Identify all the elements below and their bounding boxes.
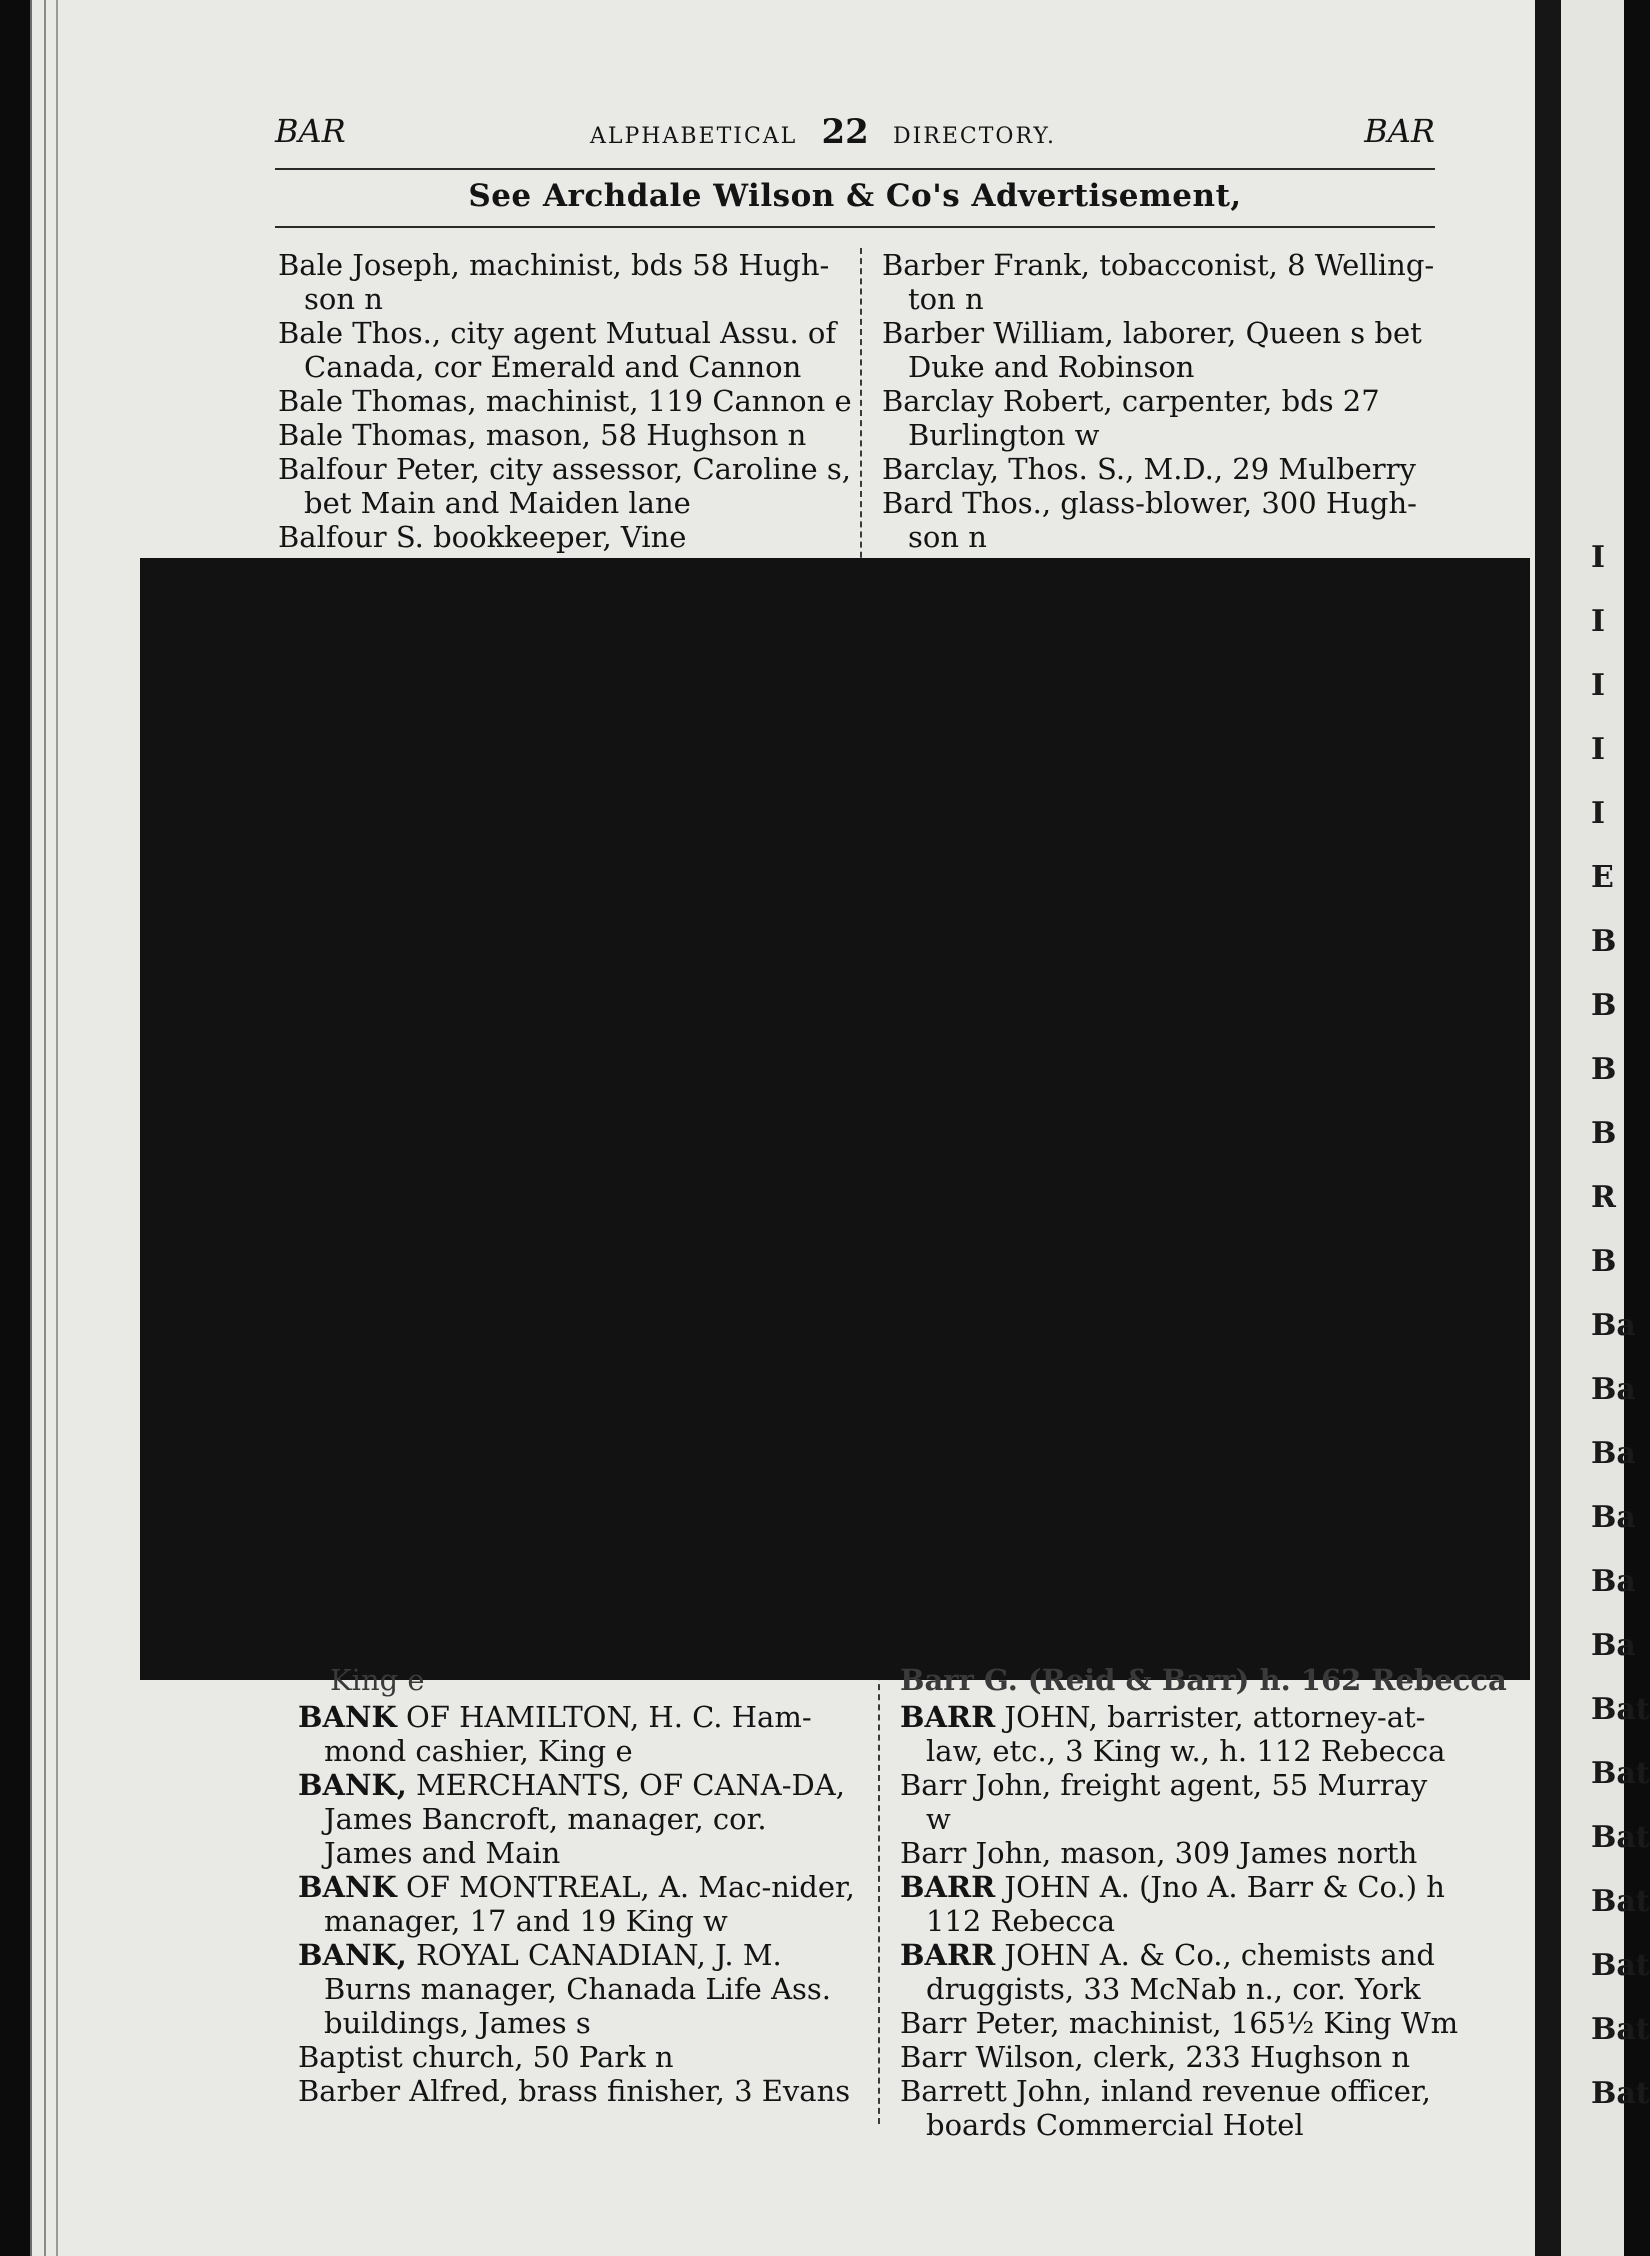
page-binding-shadow (1535, 0, 1561, 2256)
directory-entry: BANK OF MONTREAL, A. Mac-nider, manager, 17 and 19 King w (298, 1870, 855, 1938)
directory-entry: Bale Thomas, mason, 58 Hughson n (278, 418, 807, 452)
directory-entry: Bale Thos., city agent Mutual Assu. of Canada, cor Emerald and Cannon (278, 316, 837, 384)
directory-entry: BARR JOHN A. & Co., chemists and druggists, 33 McNab n., cor. York (900, 1938, 1435, 2006)
next-page-text-fragment: Bat (1591, 1820, 1650, 1855)
left-column-top (278, 248, 860, 554)
directory-entry: Bale Joseph, machinist, bds 58 Hugh-son n (278, 248, 830, 316)
next-page-text-fragment: Bat (1591, 1884, 1650, 1919)
header-left-guide-word: BAR (275, 112, 346, 150)
directory-entry: BANK, ROYAL CANADIAN, J. M. Burns manager, Chanada Life Ass. buildings, James s (298, 1938, 831, 2040)
next-page-text-fragment: Bat (1591, 1948, 1650, 1983)
next-page-text-fragment: R (1591, 1180, 1616, 1215)
next-page-text-fragment: I (1591, 668, 1606, 703)
right-column-top (882, 248, 1437, 554)
partial-entry-right: Barr G. (Reid & Barr) h. 162 Rebecca (900, 1663, 1507, 1697)
next-page-text-fragment: Bat (1591, 2076, 1650, 2111)
next-page-text-fragment: B (1591, 1052, 1617, 1087)
next-page-text-fragment: Bat (1591, 1692, 1650, 1727)
banner-rule (275, 226, 1435, 228)
directory-entry: Balfour S. bookkeeper, Vine (278, 520, 687, 554)
next-page-text-fragment: I (1591, 604, 1606, 639)
page-number: 22 (821, 112, 869, 152)
column-divider (878, 1664, 880, 2124)
next-page-text-fragment: I (1591, 732, 1606, 767)
advertisement-banner: See Archdale Wilson & Co's Advertisement, (468, 178, 1242, 214)
directory-entry: Barr Wilson, clerk, 233 Hughson n (900, 2040, 1411, 2074)
directory-entry: Barclay Robert, carpenter, bds 27 Burlington w (882, 384, 1380, 452)
next-page-text-fragment: Ba (1591, 1436, 1636, 1471)
directory-entry: Barber William, laborer, Queen s bet Duke and Robinson (882, 316, 1422, 384)
next-page-text-fragment: Ba (1591, 1308, 1636, 1343)
next-page-text-fragment: B (1591, 988, 1617, 1023)
directory-entry: Bard Thos., glass-blower, 300 Hugh-son n (882, 486, 1417, 554)
directory-entry: Baptist church, 50 Park n (298, 2040, 674, 2074)
header-title-left: ALPHABETICAL (590, 124, 798, 149)
left-column-bottom (298, 1700, 864, 2108)
next-page-text-fragment: Ba (1591, 1372, 1636, 1407)
directory-entry: Barber Alfred, brass finisher, 3 Evans (298, 2074, 851, 2108)
directory-entry: Barr John, mason, 309 James north (900, 1836, 1418, 1870)
next-page-text-fragment: I (1591, 540, 1606, 575)
page-gutter-line (44, 0, 46, 2256)
partial-entry-left: King e (330, 1663, 425, 1697)
directory-entry: Bale Thomas, machinist, 119 Cannon e (278, 384, 852, 418)
header-right-guide-word: BAR (1364, 112, 1435, 150)
header-title (590, 112, 1056, 152)
right-column-bottom (900, 1700, 1460, 2142)
next-page-text-fragment: B (1591, 1116, 1617, 1151)
header-title-right: DIRECTORY. (892, 124, 1057, 149)
page-header (275, 112, 1435, 158)
directory-entry: Balfour Peter, city assessor, Caroline s, bet Main and Maiden lane (278, 452, 851, 520)
directory-entry: Barrett John, inland revenue officer, boards Commercial Hotel (900, 2074, 1431, 2142)
directory-entry: BARR JOHN, barrister, attorney-at-law, etc., 3 King w., h. 112 Rebecca (900, 1700, 1446, 1768)
directory-entry: Barr John, freight agent, 55 Murray w (900, 1768, 1428, 1836)
next-page-text-fragment: B (1591, 924, 1617, 959)
directory-entry: BANK, MERCHANTS, OF CANA-DA, James Bancroft, manager, cor. James and Main (298, 1768, 845, 1870)
column-divider (860, 248, 862, 578)
redaction-block (140, 558, 1530, 1680)
next-page-text-fragment: Ba (1591, 1628, 1636, 1663)
next-page-text-fragment: B (1591, 1244, 1617, 1279)
next-page-text-fragment: Ba (1591, 1564, 1636, 1599)
next-page-text-fragment: Bat (1591, 1756, 1650, 1791)
next-page-text-fragment: I (1591, 796, 1606, 831)
next-page-edge (1535, 0, 1650, 2256)
page-gutter-line (56, 0, 58, 2256)
next-page-text-fragment: E (1591, 860, 1614, 895)
directory-entry: Barber Frank, tobacconist, 8 Welling-ton n (882, 248, 1435, 316)
directory-entry: Barclay, Thos. S., M.D., 29 Mulberry (882, 452, 1416, 486)
page-gutter-line (30, 0, 32, 2256)
directory-entry: BANK OF HAMILTON, H. C. Ham-mond cashier, King e (298, 1700, 812, 1768)
directory-entry: Barr Peter, machinist, 165½ King Wm (900, 2006, 1459, 2040)
next-page-text-fragment: Bat (1591, 2012, 1650, 2047)
directory-entry: BARR JOHN A. (Jno A. Barr & Co.) h 112 Rebecca (900, 1870, 1445, 1938)
next-page-text-fragment: Ba (1591, 1500, 1636, 1535)
header-rule (275, 168, 1435, 170)
